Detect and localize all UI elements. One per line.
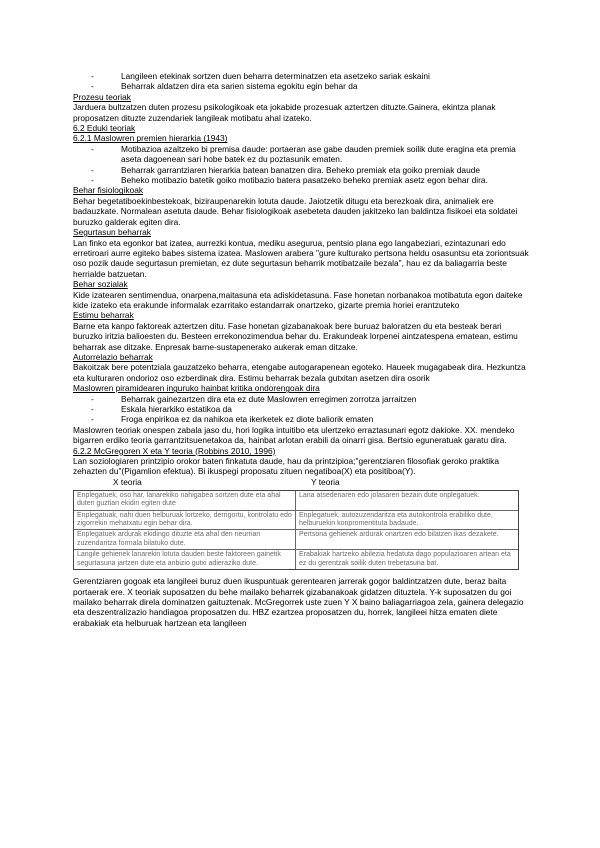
table-cell-y: Enplegatuek, autozuzendaritza eta autokontrola erabiliko dute, helburuekin konpromentituta badaude. bbox=[296, 511, 518, 531]
table-cell-y: Pertsona gehienek ardurak onartzen edo bilatzen ikas dezakete. bbox=[296, 530, 518, 550]
list-item: - Beheko motibazio batetik goiko motibazio batera pasatzeko beheko premiak asetz egon behar dira. bbox=[73, 175, 531, 185]
table-cell-x: Enplegatuek, oso har, lanarekiko nahigabea sortzen dute eta ahal duten guztian ekidin egiten dute bbox=[74, 491, 296, 511]
section-heading-prozesu: Prozesu teoriak bbox=[73, 91, 131, 102]
section-heading-seg: Segurtasun beharrak bbox=[73, 227, 151, 238]
paragraph-estimu: Barne eta kanpo faktoreak aztertzen ditu. Fase honetan gizabanakoak bere buruaz baloratzen du eta besteak berari buruzko iritzia balioesten du. Besteen errekonozimendua behar du. Erakundeak lorpenei aintzatespena ematean, estimu beharrak ase ditzake. Enpresak barne-sustapenerako aukerak eman ditzake. bbox=[73, 320, 518, 352]
table-cell-x: Enplegatuek ardurak ekidingo dituzte eta ahal den neurrian zuzendaritza formala bilatuko dute. bbox=[74, 530, 296, 550]
table-cell-x: Langile gehienek lanarekin lotuta dauden beste faktoreen gainetik segurtasuna jartzen dute eta anbizio gutxi adieraziko dute. bbox=[74, 550, 296, 569]
section-heading-mcg: 6.2.2 McGregoren X eta Y teoria (Robbins 2010, 1996) bbox=[73, 445, 276, 456]
section-heading-fisio: Behar fisiologikoak bbox=[73, 185, 144, 196]
paragraph-fisio: Behar begetatiboekinbestekoak, biziraupenarekin lotuta daude. Jaiotzetik ditugu eta berezkoak dira, animaliek ere badauzkate. Normalean asetuta daude. Behar fisiologikoak asebeteta dauden jakitzeko lan baldintza fisikoei eta soldatei buruzko galderak egiten dira. bbox=[73, 195, 518, 227]
section-heading-kritika: Maslowren piramidearen inguruko hainbat kritika ondorengoak dira bbox=[73, 383, 320, 394]
list-item: - Motibazioa azaltzeko bi premisa daude: portaeran ase gabe dauden premiek soilik dute eragina eta premia aseta dagoenean sari hobe batek ez du poztasunik ematen. bbox=[73, 144, 531, 165]
section-heading-eduki: 6.2 Eduki teoriak bbox=[73, 123, 136, 134]
y-theory-label: Y teoria bbox=[311, 476, 340, 487]
list-item: - Froga enpirikoa ez da nahikoa eta ikerketek ez diote baliorik ematen bbox=[73, 414, 531, 424]
document-content bbox=[73, 71, 531, 628]
xy-theory-table bbox=[73, 490, 519, 570]
section-heading-soz: Behar sozialak bbox=[73, 279, 128, 290]
list-item: - Beharrak gainezartzen dira eta ez dute Maslowren erregimen zorrotza jarraitzen bbox=[73, 394, 531, 404]
list-item: - Eskala hierarkiko estatikoa da bbox=[73, 404, 531, 414]
list-item: - Beharrak aldatzen dira eta sarien sistema egokitu egin behar da bbox=[73, 81, 531, 91]
list-item: - Langileen etekinak sortzen duen beharra determinatzen eta asetzeko sariak eskaini bbox=[73, 71, 531, 81]
xy-labels bbox=[73, 477, 531, 488]
paragraph-soz: Kide izatearen sentimendua, onarpena,maitasuna eta adiskidetasuna. Fase honetan norbanakoa motibatuta egon daiteke kide izateko eta erakunde informalak ezarritako estandarrak onartzeko, gizarte premia horiei erantzuteko bbox=[73, 289, 523, 310]
table-cell-y: Lana atsedenaren edo jolasaren bezain dute onplegatuek. bbox=[296, 491, 518, 511]
list-item: - Beharrak garrantziaren hierarkia batean banatzen dira. Beheko premiak eta goiko premiak daude bbox=[73, 165, 531, 175]
section-heading-maslow: 6.2.1 Maslowren premien hierarkia (1943) bbox=[73, 133, 228, 144]
section-heading-auto: Autorrelazio beharrak bbox=[73, 351, 153, 362]
paragraph-final: Gerentziaren gogoak eta langileei buruz duen ikuspuntuak gerentearen jarrerak gogor baldintzatzen dute, beraz baita portaerak ere. X teoriak suposatzen du behe mailako beharrek gizabanakoak gidatzen dituztela. Y-k suposatzen du goi mailako beharrak direla dominatzen gaituztenak. McGregorrek uste zuen Y X baino baliagarriagoa zela, gainera delegazio eta deszentralizazio handiagoa proposatzen du. HBZ ezartzea proposatzen du, horrek, langileei hitza ematen diete erabakiak eta helburuak hartzean eta langileen bbox=[73, 576, 524, 628]
paragraph-kritika: Maslowren teoriak onespen zabala jaso du, hori logika intuitibo eta ulertzeko erraztasunari egotz dakioke. XX. mendeko bigarren erdiko teoria garrantzitsuenetakoa da, hainbat arlotan erabili da oinarri gisa. Bertsio eguneratuak garatu dira. bbox=[73, 424, 515, 446]
paragraph-seg: Lan finko eta egonkor bat izatea, aurrezki kontua, mediku asegurua, pentsio plana ego langabeziari, ezintazunari edo erretiroari aurre egiteko babes sistema izatea. Maslowen arabera "gure kulturako pertsona heldu osasuntsu eta zoriontsuak oso pozik daude segurtasun premietan, ez dute segurtasun beharrik motibatzaile bezala", hau ez da baliagarria beste herrialde batzuetan. bbox=[73, 237, 529, 279]
section-heading-estimu: Estimu beharrak bbox=[73, 310, 134, 321]
x-theory-label: X teoria bbox=[113, 476, 142, 487]
table-cell-x: Enplegatuak, nahi duen helburuak lortzeko, derrigortu, kontrolatu edo zigorrekin mehatxatu egin behar dira. bbox=[74, 511, 296, 531]
paragraph-mcg: Lan soziologiaren printzipio orokor baten finkatuta daude, hau da printzipioa;"gerentziaren filosofiak geroko praktika zehazten du"(Pigamlion efektua). Bi ikuspegi proposatu zituen negatiboa(X) eta positiboa(Y). bbox=[73, 456, 499, 477]
paragraph-prozesu: Jarduera bultzatzen duten prozesu psikologikoak eta jokabide prozesuak aztertzen dituzte.Gainera, ekintza planak proposatzen dituzte zuzendariek langileak motibatu ahal izateko. bbox=[73, 102, 496, 123]
paragraph-auto: Bakoitzak bere potentziala gauzatzeko beharra, etengabe autogarapenean egoteko. Haueek mugagabeak dira. Hezkuntza eta kulturaren ondorioz oso ezberdinak dira. Estimu beharrak bezala gutxitan asetzen dira osorik bbox=[73, 362, 526, 383]
table-cell-y: Erabakiak hartzeko abilezia hedatuta dago populazioaren artean eta ez du gerentzak soilik duten trebetasuna bat. bbox=[299, 551, 511, 567]
